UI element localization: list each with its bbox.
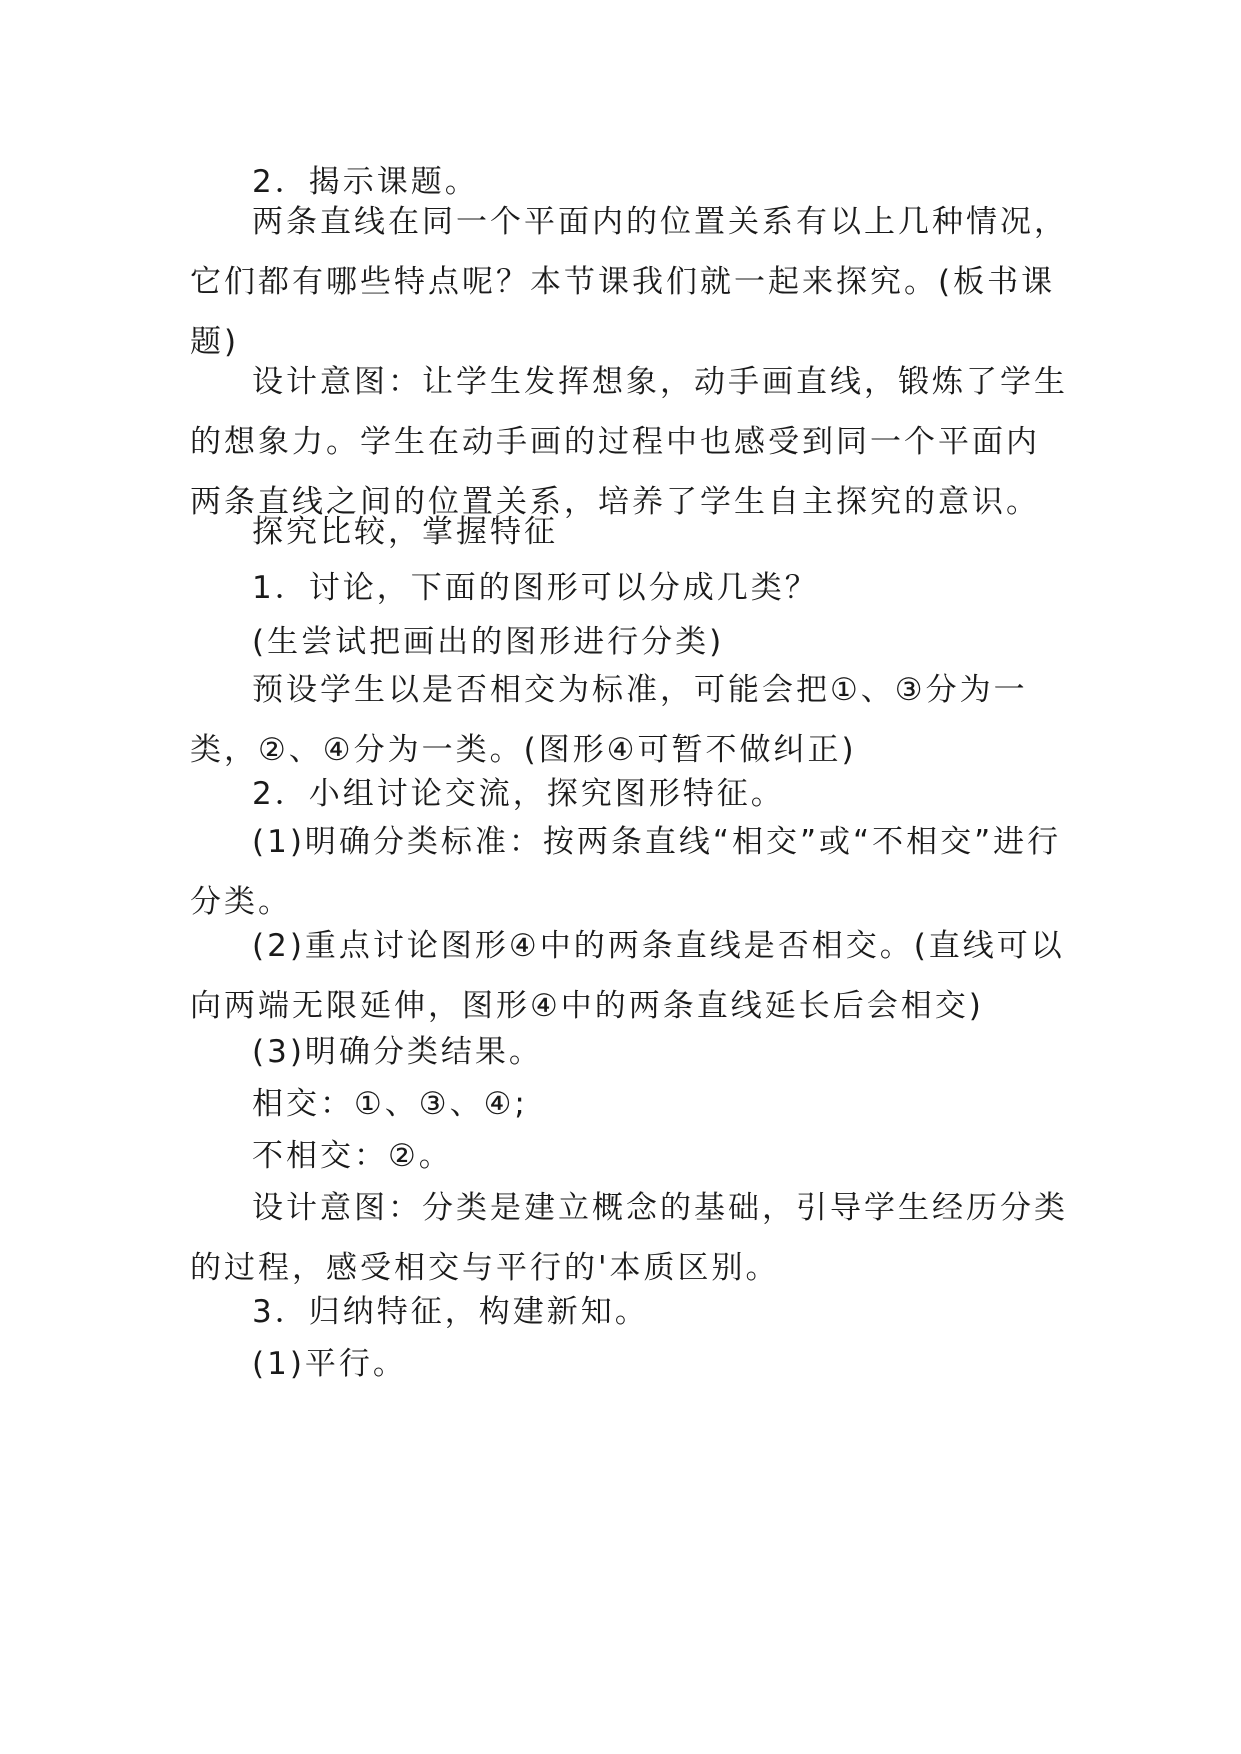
paragraph-intro: 两条直线在同一个平面内的位置关系有以上几种情况，它们都有哪些特点呢？本节课我们就一起来探究。(板书课题): [190, 204, 1068, 360]
paragraph-group-discussion: 2．小组讨论交流，探究图形特征。: [252, 776, 785, 812]
paragraph-design-intent-2: 设计意图：分类是建立概念的基础，引导学生经历分类的过程，感受相交与平行的'本质区别。: [190, 1190, 1068, 1286]
paragraph-intersect: 相交：①、③、④;: [252, 1086, 528, 1122]
paragraph-summarize: 3．归纳特征，构建新知。: [252, 1294, 649, 1330]
paragraph-design-intent-1: 设计意图：让学生发挥想象，动手画直线，锻炼了学生的想象力。学生在动手画的过程中也感受到同一个平面内两条直线之间的位置关系，培养了学生自主探究的意识。: [190, 364, 1068, 520]
paragraph-standard: (1)明确分类标准：按两条直线“相交”或“不相交”进行分类。: [190, 824, 1062, 920]
paragraph-result: (3)明确分类结果。: [252, 1034, 543, 1070]
paragraph-not-intersect: 不相交：②。: [252, 1138, 453, 1174]
paragraph-student-try: (生尝试把画出的图形进行分类): [252, 624, 725, 660]
paragraph-focus-discussion: (2)重点讨论图形④中的两条直线是否相交。(直线可以向两端无限延伸，图形④中的两条直线延长后会相交): [190, 928, 1065, 1024]
paragraph-reveal-topic: 2．揭示课题。: [252, 164, 479, 200]
paragraph-discussion: 1．讨论，下面的图形可以分成几类？: [252, 570, 819, 606]
section-heading-explore: 探究比较，掌握特征: [252, 514, 558, 550]
paragraph-preset: 预设学生以是否相交为标准，可能会把①、③分为一类，②、④分为一类。(图形④可暂不做纠正): [190, 672, 1028, 768]
paragraph-parallel: (1)平行。: [252, 1346, 407, 1382]
